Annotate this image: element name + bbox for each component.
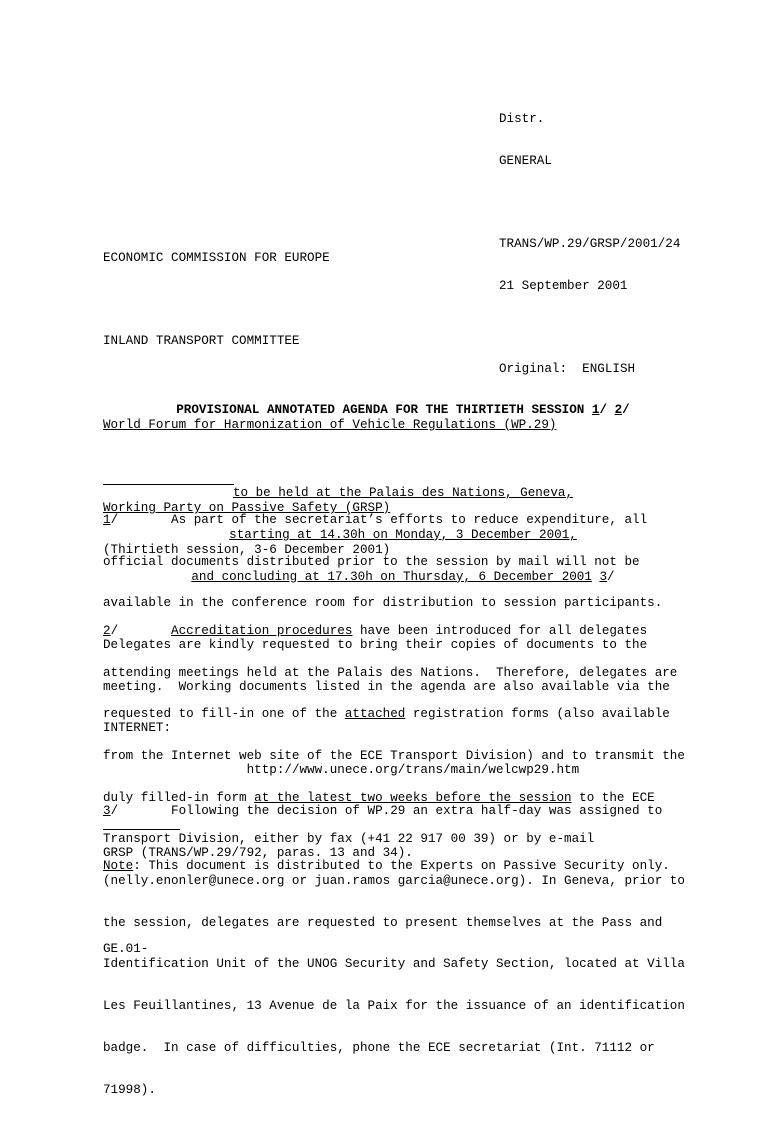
deadline-emphasis: at the latest two weeks before the session	[254, 790, 572, 805]
working-party-name: Working Party on Passive Safety (GRSP)	[103, 501, 391, 516]
note-separator	[103, 829, 180, 830]
footnote-ref-2[interactable]: 2	[614, 402, 623, 417]
footnote-3-number: 3	[103, 803, 111, 818]
committee-name: INLAND TRANSPORT COMMITTEE	[103, 334, 300, 349]
document-date: 21 September 2001	[499, 278, 628, 293]
note-label: Note	[103, 858, 134, 873]
footnote-separator	[103, 484, 234, 485]
distr-label: Distr.	[499, 111, 545, 126]
attached-forms-link[interactable]: attached	[344, 707, 406, 722]
agenda-title-block: PROVISIONAL ANNOTATED AGENDA FOR THE THIRTIETH SESSION 1/ 2/ to be held at the Palais des Nations, Geneva, starting at 14.30h on Monday, 3 December 2001, and concluding at 17.30h on Thursday, 6 December 2001 3/	[103, 376, 703, 612]
session-info: (Thirtieth session, 3-6 December 2001)	[103, 542, 391, 557]
original-lang: ENGLISH	[582, 362, 636, 377]
note-text: : This document is distributed to the Experts on Passive Security only.	[133, 858, 670, 873]
footnote-3: 3/ Following the decision of WP.29 an extra half-day was assigned to GRSP (TRANS/WP.29/792, paras. 13 and 34).	[103, 803, 663, 860]
agenda-title: PROVISIONAL ANNOTATED AGENDA FOR THE THIRTIETH SESSION 1/ 2/	[176, 402, 630, 417]
commission-name: ECONOMIC COMMISSION FOR EUROPE	[103, 250, 330, 265]
footnote-ref-3[interactable]: 3	[599, 569, 608, 584]
distr-general: GENERAL	[499, 153, 552, 168]
original-label: Original:	[499, 362, 568, 377]
distribution-note	[103, 832, 670, 985]
end-line: and concluding at 17.30h on Thursday, 6 December 2001	[191, 569, 592, 584]
document-symbol: TRANS/WP.29/GRSP/2001/24	[499, 236, 681, 251]
start-line: starting at 14.30h on Monday, 3 December 2001,	[229, 527, 577, 542]
job-number: GE.01-	[103, 942, 149, 957]
footnote-2-number: 2	[103, 623, 111, 638]
agenda-title-text: PROVISIONAL ANNOTATED AGENDA FOR THE THIRTIETH SESSION	[176, 402, 585, 417]
forum-name: World Forum for Harmonization of Vehicle Regulations (WP.29)	[103, 417, 557, 432]
footnote-ref-1[interactable]: 1	[591, 402, 600, 417]
unece-url-link[interactable]: http://www.unece.org/trans/main/welcwp29.htm	[246, 763, 580, 778]
footnote-2: 2/ Accreditation procedures have been introduced for all delegates attending meetings held at the Palais des Nations. Therefore, delegates are requested to fill-in one of the attached registration forms (also available from the Internet web site of the ECE Transport Division) and to transmit the duly filled-in form at the latest two weeks before the session to the ECE Transport Division, either by fax (+41 22 917 00 39) or by e-mail (nelly.enonler@unece.org or juan.ramos garcia@unece.org). In Geneva, prior to the session, delegates are requested to present themselves at the Pass and Identification Unit of the UNOG Security and Safety Section, located at Villa Les Feuillantines, 13 Avenue de la Paix for the issuance of an identification badge. In case of difficulties, phone the ECE secretariat (Int. 71112 or 71998).	[103, 623, 685, 1097]
accreditation-procedures-link[interactable]: Accreditation procedures	[171, 623, 353, 638]
footnote-1-number: 1	[103, 512, 111, 527]
footnote-1: 1/ As part of the secretariat’s efforts to reduce expenditure, all official documents distributed prior to the session by mail will not be available in the conference room for distribution to session participants. Delegates are kindly requested to bring their copies of documents to the meeting. Working documents listed in the agenda are also available via the INTERNET: http://www.unece.org/trans/main/welcwp29.htm	[103, 512, 670, 778]
venue-line: to be held at the Palais des Nations, Geneva,	[232, 486, 574, 501]
